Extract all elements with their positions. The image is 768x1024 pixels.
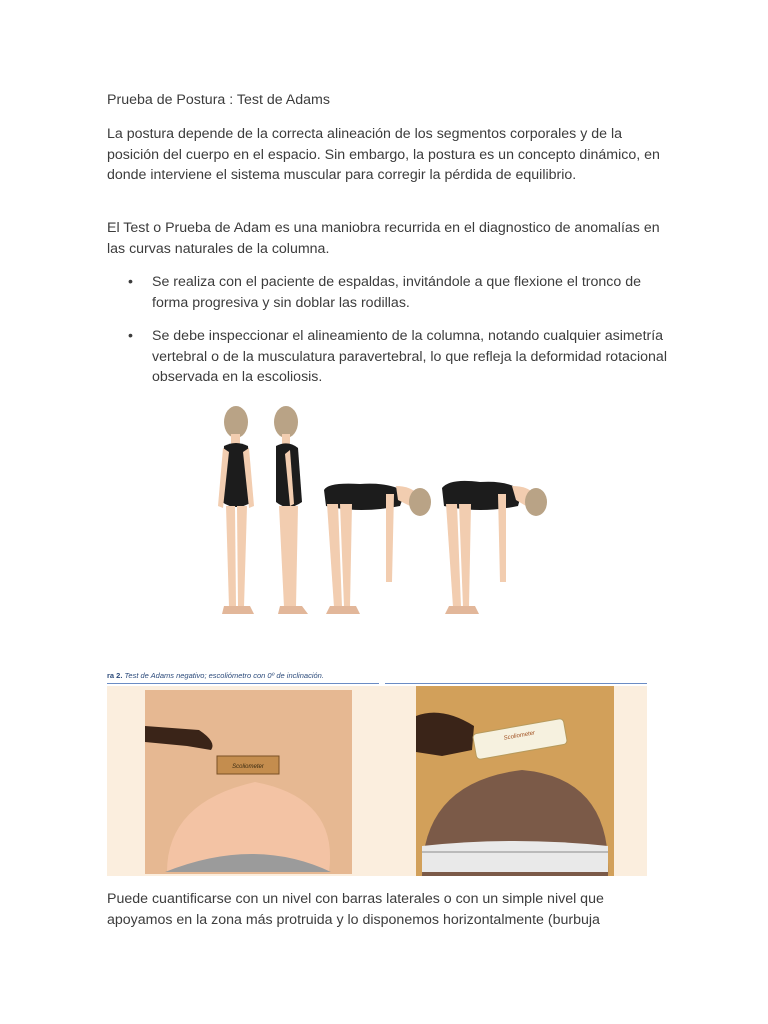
paragraph-test-adam: El Test o Prueba de Adam es una maniobra recurrida en el diagnostico de anomalías en las curvas naturales de la columna. <box>107 220 660 257</box>
list-item <box>107 272 667 313</box>
bullet-icon: • <box>128 274 133 290</box>
standing-figure-side <box>274 406 308 614</box>
bent-figure-one <box>324 484 431 614</box>
adams-figures-drawing <box>210 402 560 622</box>
standing-figure-back <box>218 406 254 614</box>
caption-divider <box>107 683 379 684</box>
paragraph-postura: La postura depende de la correcta alineación de los segmentos corporales y de la posición del cuerpo en el espacio. Sin embargo, la postura es un concepto dinámico, en donde interviene el sistema muscular para corregir la pérdida de equilibrio. <box>107 126 660 183</box>
document-title: Prueba de Postura : Test de Adams <box>107 92 330 108</box>
photo-scoliometer-right <box>382 686 647 876</box>
bent-figure-two <box>442 481 547 614</box>
adams-test-illustration <box>210 402 560 622</box>
figure-caption <box>107 671 324 680</box>
figure-caption-prefix: ra 2. <box>107 671 123 680</box>
list-item <box>107 326 667 388</box>
caption-divider <box>385 683 647 684</box>
paragraph-cuantificacion: Puede cuantificarse con un nivel con barras laterales o con un simple nivel que apoyamos en la zona más protruida y lo disponemos horizontalmente (burbuja <box>107 891 604 928</box>
scoliometer-label-left: Scoliometer <box>232 764 264 770</box>
photo-scoliometer-left <box>107 686 382 876</box>
bullet-list <box>107 272 667 401</box>
scoliometer-figure <box>107 671 647 876</box>
list-item-text: Se debe inspeccionar el alineamiento de la columna, notando cualquier asimetría vertebral o de la musculatura paravertebral, lo que refleja la deformidad rotacional observada en la escoliosis. <box>152 328 667 385</box>
list-item-text: Se realiza con el paciente de espaldas, invitándole a que flexione el tronco de forma progresiva y sin doblar las rodillas. <box>152 274 642 311</box>
scoliometer-label-right: Scoliometer <box>503 730 536 742</box>
figure-caption-text: Test de Adams negativo; escoliómetro con 0º de inclinación. <box>124 671 324 680</box>
bullet-icon: • <box>128 328 133 344</box>
